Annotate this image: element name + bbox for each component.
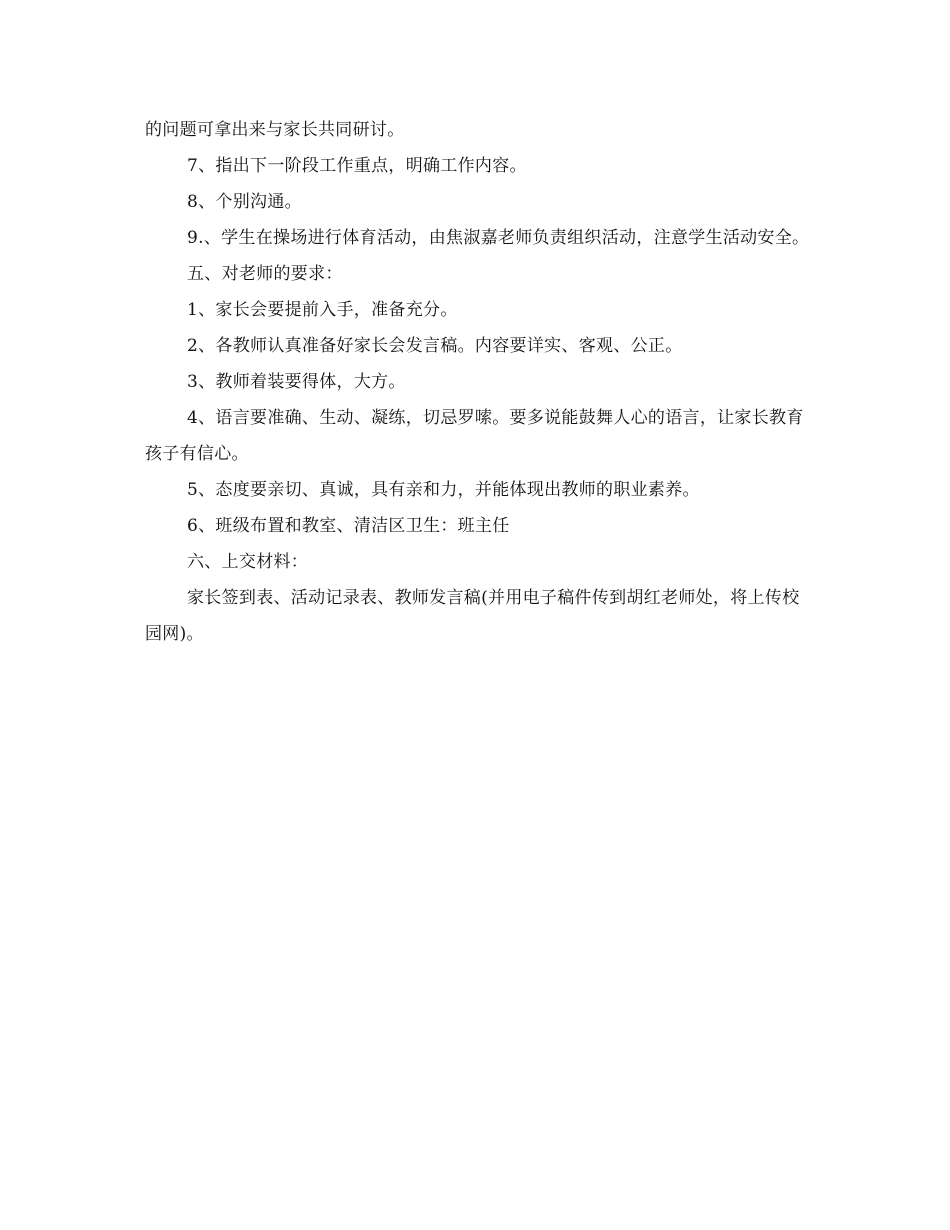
requirement-item-2: 2、各教师认真准备好家长会发言稿。内容要详实、客观、公正。 — [187, 336, 683, 356]
requirement-item-4: 4、语言要准确、生动、凝练，切忌罗嗦。要多说能鼓舞人心的语言，让家长教育孩子有信心。 — [145, 408, 804, 464]
requirement-item-1: 1、家长会要提前入手，准备充分。 — [187, 300, 458, 320]
document-body — [145, 112, 810, 652]
paragraph-item-7: 7、指出下一阶段工作重点，明确工作内容。 — [187, 156, 527, 176]
paragraph-item-8: 8、个别沟通。 — [187, 192, 302, 212]
requirement-item-3: 3、教师着装要得体，大方。 — [187, 372, 406, 392]
materials-paragraph: 家长签到表、活动记录表、教师发言稿(并用电子稿件传到胡红老师处，将上传校园网)。 — [145, 588, 800, 644]
paragraph-item-9: 9.、学生在操场进行体育活动，由焦淑嘉老师负责组织活动，注意学生活动安全。 — [187, 228, 810, 248]
section-heading-5: 五、对老师的要求： — [187, 264, 343, 284]
requirement-item-5: 5、态度要亲切、真诚，具有亲和力，并能体现出教师的职业素养。 — [187, 480, 700, 500]
requirement-item-6: 6、班级布置和教室、清洁区卫生：班主任 — [187, 516, 510, 536]
paragraph-continuation: 的问题可拿出来与家长共同研讨。 — [145, 120, 405, 140]
section-heading-6: 六、上交材料： — [187, 552, 309, 572]
